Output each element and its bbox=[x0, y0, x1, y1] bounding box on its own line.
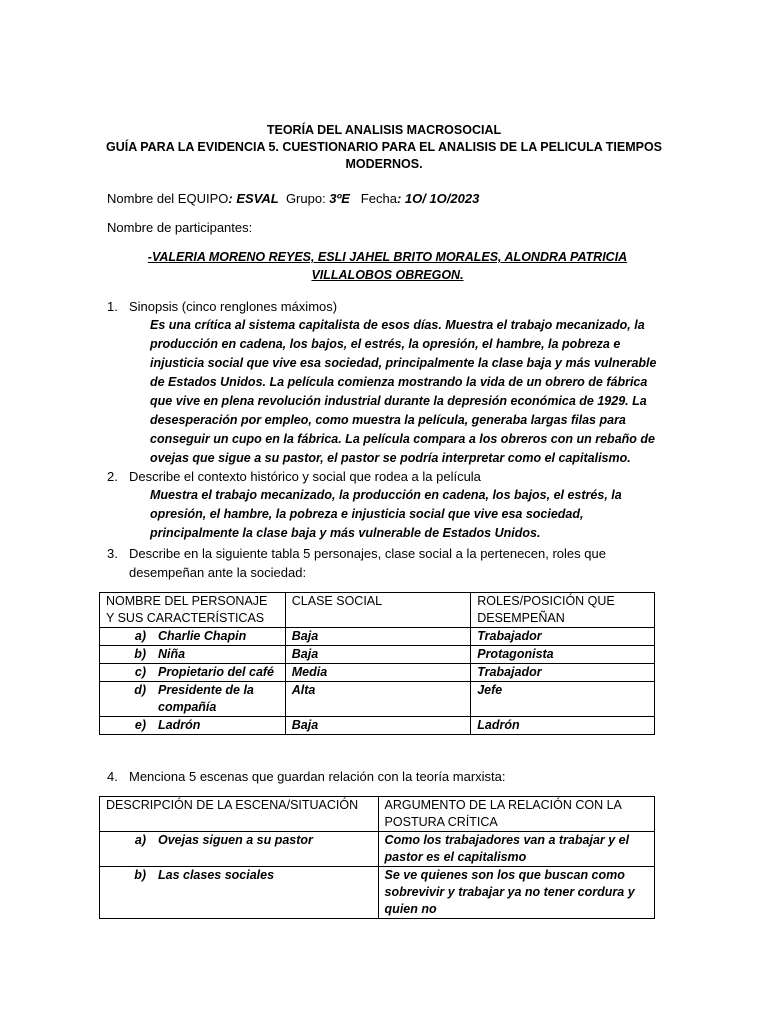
table-row bbox=[100, 717, 655, 735]
character-role: Trabajador bbox=[471, 664, 655, 682]
social-class: Baja bbox=[285, 717, 470, 735]
question-text: Describe en la siguiente tabla 5 personajes, clase social a la pertenecen, roles que desempeñan ante la sociedad: bbox=[129, 546, 606, 580]
row-letter: d) bbox=[134, 683, 146, 697]
row-letter: a) bbox=[134, 833, 146, 847]
row-letter: e) bbox=[134, 718, 146, 732]
table-row bbox=[100, 682, 655, 717]
question-2 bbox=[107, 467, 667, 543]
header-line-3: MODERNOS. bbox=[345, 157, 423, 171]
scene-argument: Se ve quienes son los que buscan como sobrevivir y trabajar ya no tener cordura y quien no bbox=[378, 867, 654, 919]
scene-argument: Como los trabajadores van a trabajar y el pastor es el capitalismo bbox=[378, 832, 654, 867]
document-header bbox=[100, 122, 668, 173]
table-row bbox=[100, 664, 655, 682]
question-number: 4. bbox=[107, 769, 118, 784]
group-label: Grupo: bbox=[285, 191, 330, 206]
question-number: 3. bbox=[107, 546, 118, 561]
row-letter: b) bbox=[134, 868, 146, 882]
row-letter: c) bbox=[134, 665, 146, 679]
question-1 bbox=[107, 297, 667, 468]
header-cell: ARGUMENTO DE LA RELACIÓN CON LA POSTURA CRÍTICA bbox=[378, 797, 654, 832]
header-cell: DESCRIPCIÓN DE LA ESCENA/SITUACIÓN bbox=[100, 797, 379, 832]
date-label: Fecha bbox=[360, 191, 397, 206]
question-text: Describe el contexto histórico y social que rodea a la película bbox=[129, 469, 481, 484]
social-class: Baja bbox=[285, 628, 470, 646]
row-letter: a) bbox=[134, 629, 146, 643]
character-name: Charlie Chapin bbox=[158, 629, 247, 643]
character-name: Presidente de la compañía bbox=[158, 683, 254, 714]
question-3 bbox=[107, 544, 667, 582]
character-role: Trabajador bbox=[471, 628, 655, 646]
social-class: Alta bbox=[285, 682, 470, 717]
group-value: 3ºE bbox=[329, 191, 350, 206]
character-role: Protagonista bbox=[471, 646, 655, 664]
table-header-row bbox=[100, 593, 655, 628]
question-answer: Muestra el trabajo mecanizado, la producción en cadena, los bajos, el estrés, la opresión, el hambre, la pobreza e injusticia social que vive esa sociedad, principalmente la clase baja y más vulnerable de Estados Unidos. bbox=[150, 488, 622, 540]
row-letter: b) bbox=[134, 647, 146, 661]
character-role: Jefe bbox=[471, 682, 655, 717]
table-row bbox=[100, 628, 655, 646]
header-line-2: GUÍA PARA LA EVIDENCIA 5. CUESTIONARIO PARA EL ANALISIS DE LA PELICULA TIEMPOS bbox=[105, 140, 663, 154]
characters-table bbox=[99, 592, 655, 735]
question-4 bbox=[107, 767, 667, 786]
header-cell: CLASE SOCIAL bbox=[285, 593, 470, 628]
social-class: Baja bbox=[285, 646, 470, 664]
question-answer: Es una crítica al sistema capitalista de esos días. Muestra el trabajo mecanizado, la producción en cadena, los bajos, el estrés, la opresión, el hambre, la pobreza e injusticia social que vive esa sociedad, principalmente la clase baja y más vulnerable de Estados Unidos. La película comienza mostrando la vida de un obrero de fábrica que vive en plena revolución industrial durante la depresión económica de 1929. La desesperación por empleo, como muestra la película, generaba largas filas para conseguir un cupo en la fábrica. La película compara a los obreros con un rebaño de ovejas que sigue a su pastor, el pastor se podría interpretar como el capitalismo. bbox=[150, 318, 657, 465]
question-number: 1. bbox=[107, 299, 118, 314]
table-header-row bbox=[100, 797, 655, 832]
participants-names: -VALERIA MORENO REYES, ESLI JAHEL BRITO MORALES, ALONDRA PATRICIA VILLALOBOS OBREGON. bbox=[147, 250, 628, 282]
scene-description: Ovejas siguen a su pastor bbox=[158, 833, 313, 847]
header-cell: ROLES/POSICIÓN QUE DESEMPEÑAN bbox=[471, 593, 655, 628]
character-role: Ladrón bbox=[471, 717, 655, 735]
question-text: Menciona 5 escenas que guardan relación con la teoría marxista: bbox=[129, 769, 506, 784]
team-info-line bbox=[107, 191, 479, 206]
date-value: : 1O/ 1O/2023 bbox=[396, 191, 480, 206]
scene-description: Las clases sociales bbox=[158, 868, 275, 882]
social-class: Media bbox=[285, 664, 470, 682]
scenes-table bbox=[99, 796, 655, 919]
question-number: 2. bbox=[107, 469, 118, 484]
table-row bbox=[100, 867, 655, 919]
table-row bbox=[100, 832, 655, 867]
header-cell: NOMBRE DEL PERSONAJE Y SUS CARACTERÍSTICAS bbox=[100, 593, 286, 628]
character-name: Propietario del café bbox=[158, 665, 275, 679]
table-row bbox=[100, 646, 655, 664]
character-name: Ladrón bbox=[158, 718, 201, 732]
header-line-1: TEORÍA DEL ANALISIS MACROSOCIAL bbox=[266, 123, 502, 137]
character-name: Niña bbox=[158, 647, 186, 661]
team-label: Nombre del EQUIPO bbox=[107, 191, 229, 206]
question-text: Sinopsis (cinco renglones máximos) bbox=[129, 299, 338, 314]
participants-label: Nombre de participantes: bbox=[107, 220, 253, 235]
team-value: : ESVAL bbox=[228, 191, 279, 206]
